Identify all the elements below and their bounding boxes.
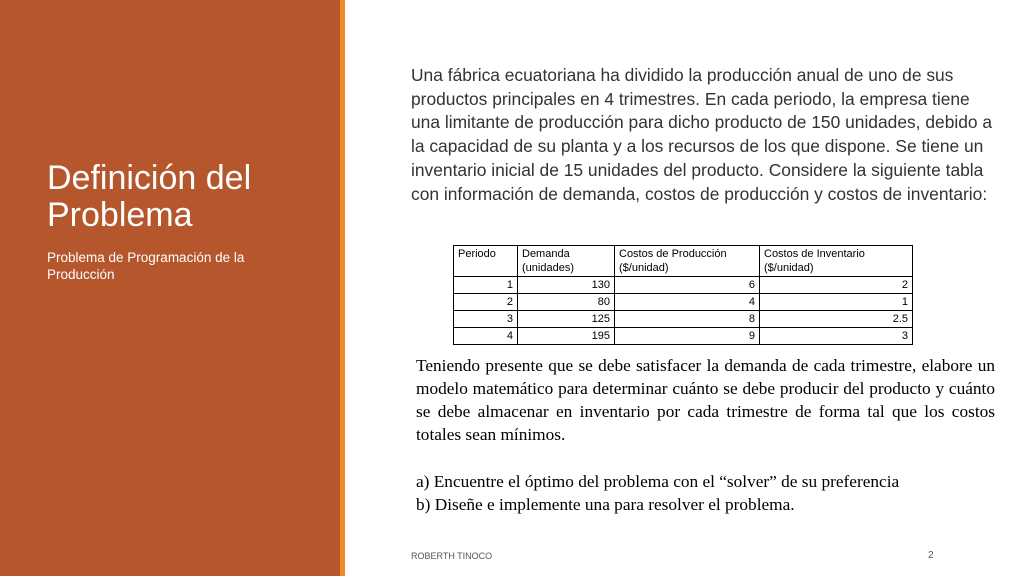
table-row (454, 328, 913, 345)
title-panel (0, 0, 340, 576)
accent-bar (340, 0, 345, 576)
task-item-b: b) Diseñe e implemente una para resolver el problema. (416, 495, 795, 514)
cell-costo-inventario: 3 (760, 328, 913, 345)
header-costos-produccion: Costos de Producción ($/unidad) (615, 246, 760, 277)
cell-costo-produccion: 9 (615, 328, 760, 345)
slide-title: Definición del Problema (47, 159, 252, 234)
data-table (453, 245, 913, 345)
cell-costo-inventario: 2.5 (760, 311, 913, 328)
cell-periodo: 4 (454, 328, 518, 345)
header-costos-inventario: Costos de Inventario ($/unidad) (760, 246, 913, 277)
cell-periodo: 2 (454, 294, 518, 311)
page-number: 2 (928, 550, 934, 561)
cell-periodo: 1 (454, 277, 518, 294)
slide-subtitle: Problema de Programación de la Producción (47, 250, 245, 282)
table-row (454, 311, 913, 328)
task-item-a: a) Encuentre el óptimo del problema con el “solver” de su preferencia (416, 472, 900, 491)
cell-costo-produccion: 6 (615, 277, 760, 294)
cell-demanda: 130 (518, 277, 615, 294)
footer-author: ROBERTH TINOCO (411, 551, 493, 561)
cell-demanda: 195 (518, 328, 615, 345)
cell-demanda: 125 (518, 311, 615, 328)
table-header-row (454, 246, 913, 277)
header-demanda: Demanda (unidades) (518, 246, 615, 277)
table-row (454, 277, 913, 294)
cell-periodo: 3 (454, 311, 518, 328)
cell-demanda: 80 (518, 294, 615, 311)
cell-costo-produccion: 8 (615, 311, 760, 328)
table-row (454, 294, 913, 311)
instructions-paragraph: Teniendo presente que se debe satisfacer la demanda de cada trimestre, elabore un modelo matemático para determinar cuánto se debe producir del producto y cuánto se debe almacenar en inventario por cada trimestre de forma tal que los costos totales sean mínimos. (416, 356, 995, 444)
cell-costo-inventario: 2 (760, 277, 913, 294)
cell-costo-inventario: 1 (760, 294, 913, 311)
cell-costo-produccion: 4 (615, 294, 760, 311)
header-periodo: Periodo (454, 246, 518, 277)
problem-statement: Una fábrica ecuatoriana ha dividido la producción anual de uno de sus productos principales en 4 trimestres. En cada periodo, la empresa tiene una limitante de producción para dicho producto de 150 unidades, debido a la capacidad de su planta y a los recursos de los que dispone. Se tiene un inventario inicial de 15 unidades del producto. Considere la siguiente tabla con información de demanda, costos de producción y costos de inventario: (411, 65, 993, 204)
